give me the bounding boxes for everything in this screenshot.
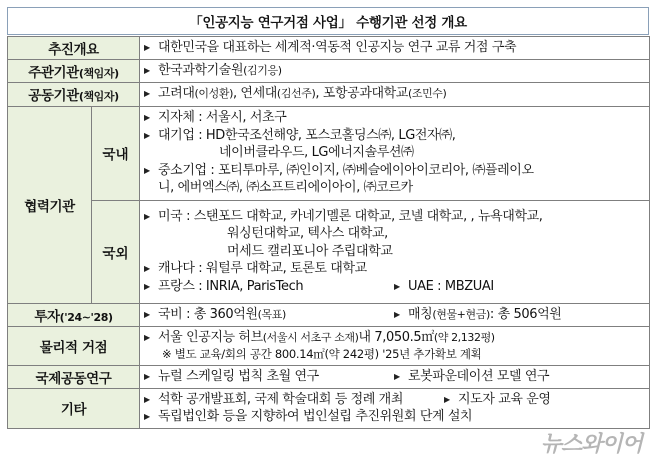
content-domestic: [140, 106, 650, 200]
triangle-bullet-icon: ▶: [144, 211, 150, 221]
invest-matching: 매칭: [408, 306, 433, 322]
co-person-3: (조민수): [407, 87, 447, 101]
triangle-bullet-icon: ▶: [394, 309, 400, 319]
domestic-line-2: 대기업 : HD한국조선해양, 포스코홀딩스㈜, LG전자㈜,: [158, 127, 456, 143]
host-label-small: (책임자): [78, 66, 119, 80]
content-co: [140, 82, 650, 106]
label-partner: 협력기관: [8, 106, 92, 303]
row-host: [8, 59, 650, 82]
overseas-line-5b: UAE : MBZUAI: [408, 278, 494, 294]
label-co: [8, 82, 140, 106]
overseas-line-1: 미국 : 스탠포드 대학교, 카네기멜론 대학교, 코넬 대학교, , 뉴욕대학교,: [158, 208, 543, 224]
co-org-2: , 연세대: [232, 86, 277, 102]
watermark-logo: 뉴스와이어: [540, 432, 642, 457]
domestic-line-5: 니, 에버엑스㈜, ㈜소프트리에이아이, ㈜코르카: [158, 180, 413, 196]
triangle-bullet-icon: ▶: [144, 113, 150, 123]
overseas-line-5a: 프랑스 : INRIA, ParisTech: [158, 278, 304, 294]
physical-text-small: (서울시 서초구 소재): [262, 331, 359, 345]
invest-matching-note: (현물+현금): [432, 307, 490, 321]
overseas-line-3: 머세드 캘리포니아 주립대학교: [227, 243, 393, 259]
physical-area: 내 7,050.5㎡: [358, 330, 434, 346]
triangle-bullet-icon: ▶: [144, 309, 150, 319]
row-physical: [8, 326, 650, 365]
intl-research-2: 로봇파운데이션 모델 연구: [408, 368, 550, 384]
physical-area-small: (약 2,132평): [433, 331, 495, 345]
intl-research-1: 뉴럴 스케일링 법칙 초월 연구: [158, 368, 319, 384]
triangle-bullet-icon: ▶: [144, 165, 150, 175]
triangle-bullet-icon: ▶: [144, 65, 150, 75]
label-domestic: 국내: [92, 106, 140, 200]
physical-note: ※ 별도 교육/회의 공간 800.14㎡(약 242평) '25년 추가확보 계획: [162, 346, 482, 361]
row-etc: [8, 388, 650, 428]
etc-line-1: 석학 공개발표회, 국제 학술대회 등 정례 개최: [158, 391, 403, 407]
host-label-text: 주관기관: [28, 64, 79, 81]
row-overview: [8, 37, 650, 60]
content-host: [140, 59, 650, 82]
row-partner-overseas: [8, 200, 650, 303]
triangle-bullet-icon: ▶: [144, 412, 150, 421]
triangle-bullet-icon: ▶: [144, 333, 150, 343]
co-org-3: , 포항공과대학교: [315, 86, 408, 102]
triangle-bullet-icon: ▶: [144, 130, 150, 140]
label-physical: 물리적 거점: [8, 326, 140, 365]
label-invest: [8, 303, 140, 326]
label-overview: 추진개요: [8, 37, 140, 60]
row-intl: [8, 365, 650, 388]
label-intl: 국제공동연구: [8, 365, 140, 388]
domestic-line-4: 중소기업 : 포티투마루, ㈜인이지, ㈜베슬에이아이코리아, ㈜플레이오: [158, 162, 534, 178]
invest-label-text: 투자: [34, 308, 60, 325]
triangle-bullet-icon: ▶: [144, 281, 150, 291]
triangle-bullet-icon: ▶: [144, 264, 150, 274]
triangle-bullet-icon: ▶: [444, 394, 450, 404]
etc-line-1b: 지도자 교육 운영: [458, 391, 551, 407]
domestic-line-1: 지자체 : 서울시, 서초구: [158, 110, 287, 126]
triangle-bullet-icon: ▶: [144, 43, 150, 52]
overseas-line-4: 캐나다 : 워털루 대학교, 토론토 대학교: [158, 261, 367, 277]
domestic-line-3: 네이버클라우드, LG에너지솔루션㈜: [219, 145, 414, 161]
label-etc: 기타: [8, 388, 140, 428]
invest-label-small: ('24~'28): [59, 310, 113, 324]
co-label-small: (책임자): [78, 90, 119, 103]
co-person-2: (김선주): [276, 87, 316, 101]
invest-matching-amount: : 총 506억원: [489, 306, 562, 322]
physical-text: 서울 인공지능 허브: [158, 330, 263, 346]
co-person-1: (이성환): [194, 87, 233, 101]
invest-national: 국비 : 총 360억원: [158, 306, 258, 322]
page-title: 「인공지능 연구거점 사업」 수행기관 선정 개요: [7, 7, 649, 35]
overview-text: 대한민국을 대표하는 세계적·역동적 인공지능 연구 교류 거점 구축: [158, 40, 517, 55]
triangle-bullet-icon: ▶: [144, 371, 150, 381]
co-org-1: 고려대: [158, 86, 195, 102]
host-text-small: (김기응): [243, 63, 282, 77]
row-co: [8, 82, 650, 106]
etc-line-2: 독립법인화 등을 지향하여 법인설립 추진위원회 단계 설치: [158, 409, 473, 424]
triangle-bullet-icon: ▶: [144, 394, 150, 404]
triangle-bullet-icon: ▶: [394, 371, 400, 381]
co-label-text: 공동기관: [28, 88, 79, 104]
content-physical: [140, 326, 650, 365]
content-overview: [140, 37, 650, 60]
content-overseas: [140, 200, 650, 303]
triangle-bullet-icon: ▶: [144, 89, 150, 99]
overseas-line-2: 워싱턴대학교, 텍사스 대학교,: [227, 226, 388, 242]
invest-national-note: (목표): [257, 307, 286, 321]
overview-table: [7, 36, 650, 429]
content-etc: [140, 388, 650, 428]
content-invest: [140, 303, 650, 326]
row-invest: [8, 303, 650, 326]
triangle-bullet-icon: ▶: [394, 281, 400, 291]
content-intl: [140, 365, 650, 388]
host-text: 한국과학기술원: [158, 62, 244, 78]
row-partner-domestic: [8, 106, 650, 200]
label-host: [8, 59, 140, 82]
label-overseas: 국외: [92, 200, 140, 303]
